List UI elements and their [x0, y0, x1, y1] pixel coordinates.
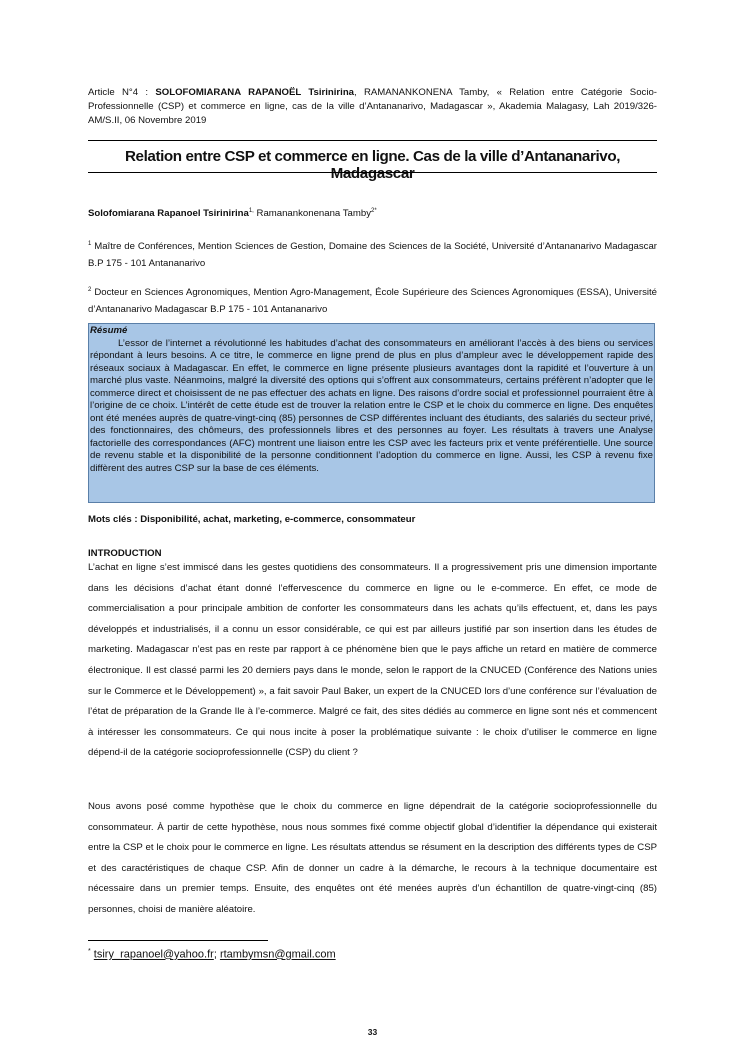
introduction-paragraph-2: Nous avons posé comme hypothèse que le choix du commerce en ligne dépendrait de la catégorie socioprofessionnelle du consommateur. À partir de cette hypothèse, nous nous sommes fixé comme objectif global d’identifier la dépendance qui existerait entre la CSP et le choix pour le commerce en ligne. Les résultats attendus se résument en la description des différents types de CSP et des caractéristiques de chaque CSP. Afin de donner un cadre à la démarche, le recours à la technique documentaire est nécessaire dans un premier temps. Ensuite, des enquêtes ont été menées auprès d’un échantillon de quatre-vingt-cinq (85) personnes, choisi de manière aléatoire. — [88, 801, 657, 915]
introduction-paragraph-1: L’achat en ligne s’est immiscé dans les gestes quotidiens des consommateurs. Il a progressivement pris une dimension importante dans les décisions d’achat étant donné l’effervescence du commerce en ligne ou le e-commerce. En effet, ce mode de commercialisation a pour principale ambition de conforter les consommateurs dans les achats qu’ils effectuent, et, dans les pays développés et industrialisés, il a connu un essor considérable, ce qui est par ailleurs justifié par son insertion dans les études de marketing. Madagascar n’est pas en reste par rapport à ce phénomène bien que le pays affiche un retard en matière de commerce électronique. Il est classé parmi les 20 derniers pays dans le monde, selon le rapport de la CNUCED (Conférence des Nations unies sur le Commerce et le Développement) », a fait savoir Paul Baker, un expert de la CNUCED lors d’une conférence sur l’évaluation de l’état de préparation de la Grande Ile à l’e-commerce. Malgré ce fait, des sites dédiés au commerce en ligne sont nés et commencent à intéresser les consommateurs. Ce qui nous incite à poser la problématique suivante : le choix d’utiliser le commerce en ligne dépend-il de la catégorie socioprofessionnelle (CSP) du client ? — [88, 562, 657, 759]
abstract-box — [88, 323, 655, 503]
title-top-rule — [88, 140, 657, 141]
affiliation-2: $^2$ Docteur en Sciences Agronomiques, Mention Agro-Management, École Supérieure des Sciences Agronomiques (ESSA), Université d’Antananarivo Madagascar B.P 175 - 101 Antananarivo — [88, 287, 657, 316]
abstract-label: Résumé — [90, 325, 128, 336]
article-citation: Article N°4 : SOLOFOMIARANA RAPANOËL Tsirinirina, RAMANANKONENA Tamby, « Relation entre Catégorie Socio-Professionnelle (CSP) et commerce en ligne, cas de la ville d’Antananarivo, Madagascar », Akademia Malagasy, Lah 2019/326-AM/S.II, 06 Novembre 2019 — [88, 87, 657, 126]
footnote-email-2[interactable]: rtambymsn@gmail.com — [219, 948, 336, 961]
title-bottom-rule — [88, 172, 657, 173]
affiliation-1: $^1$ Maître de Conférences, Mention Sciences de Gestion, Domaine des Sciences de la Société, Université d’Antananarivo Madagascar B.P 175 - 101 Antananarivo — [88, 241, 657, 270]
page-number: 33 — [367, 1027, 378, 1037]
footnote-rule — [88, 940, 268, 941]
author-line: Solofomiarana Rapanoel Tsirinirina$^{1,}$ Ramanankonenana Tamby$^{2*}$ — [88, 208, 377, 220]
citation-author: SOLOFOMIARANA RAPANOËL Tsirinirina — [155, 87, 355, 98]
abstract-text: L’essor de l’internet a révolutionné les habitudes d’achat des consommateurs en améliorant l’accès à des biens ou services répondant à leurs besoins. A ce titre, le commerce en ligne prend de plus en plus d’ampleur avec le développement rapide des réseaux sociaux à Madagascar. En effet, le commerce en ligne présente plusieurs avantages dont la rapidité et l’ouverture à un marché plus vaste. Néanmoins, malgré la diversité des options qui s’offrent aux consommateurs, certains préfèrent n’adopter que le commerce direct et choisissent de ne pas effectuer des achats en ligne. Des raisons d’ordre social et professionnel pourraient être à l’origine de ce choix. L’intérêt de cette étude est de trouver la relation entre le CSP et le choix du commerce en ligne. Des enquêtes ont été menées auprès de quatre-vingt-cinq (85) personnes de CSP différentes incluant des étudiants, des salariés du secteur privé, des fonctionnaires, des chômeurs, des professionnels libres et des personnes au foyer. Les résultats à travers une Analyse factorielle des correspondances (AFC) montrent une liaison entre les CSP avec les facteurs prix et vente préférentielle. Une source de revenu stable et la disponibilité de la personne conditionnent l’adoption du commerce en ligne. Aussi, les CSP à revenu fixe diffèrent des autres CSP sur la base de ces éléments. — [90, 337, 653, 474]
footnote-email-1[interactable]: tsiry_rapanoel@yahoo.fr — [93, 948, 214, 961]
introduction-heading: INTRODUCTION — [88, 548, 162, 559]
paper-title: Relation entre CSP et commerce en ligne. Cas de la ville d’Antananarivo, Madagascar — [124, 148, 621, 182]
keywords: Mots clés : Disponibilité, achat, marketing, e-commerce, consommateur — [88, 514, 416, 525]
footnote: * tsiry_rapanoel@yahoo.fr; rtambymsn@gmail.com — [88, 948, 336, 961]
